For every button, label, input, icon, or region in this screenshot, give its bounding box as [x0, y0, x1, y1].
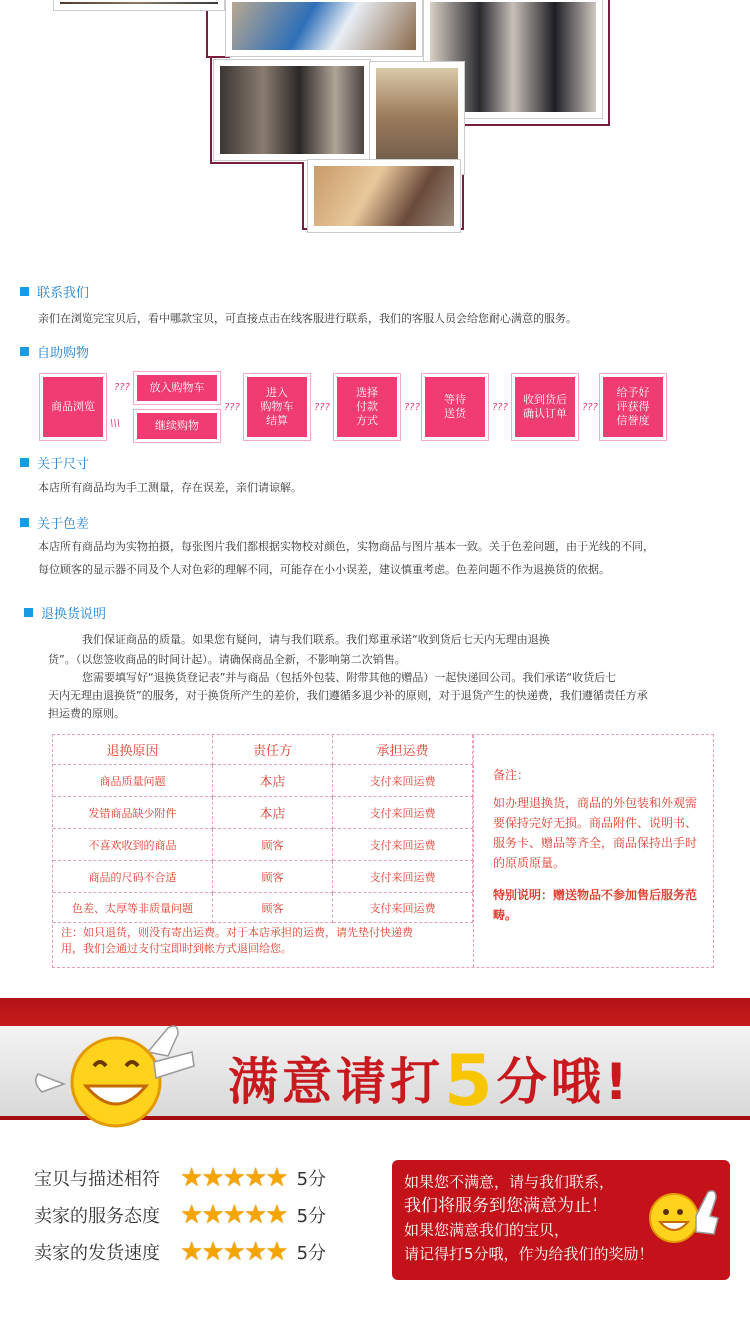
bullet-square-icon — [20, 458, 29, 467]
message-line3: 如果您满意我们的宝贝， — [404, 1221, 570, 1239]
collage-frame — [608, 0, 610, 126]
step-browse: 商品浏览 — [40, 374, 106, 440]
flow-arrow: ??? — [582, 402, 598, 413]
size-section-title — [20, 453, 89, 472]
rating-label: 卖家的发货速度 — [34, 1243, 160, 1264]
star-icon: ★ — [201, 1237, 225, 1267]
star-group — [180, 1237, 287, 1267]
collage-photo — [370, 62, 464, 174]
table-cell-reason: 不喜欢收到的商品 — [53, 829, 213, 861]
rating-label: 卖家的服务态度 — [34, 1206, 160, 1227]
star-icon: ★ — [222, 1237, 246, 1267]
color-title: 关于色差 — [37, 517, 90, 532]
step-checkout: 进入 购物车 结算 — [244, 374, 310, 440]
step-add-cart: 放入购物车 — [134, 372, 220, 404]
rating-label: 宝贝与描述相符 — [34, 1169, 160, 1190]
returns-section-title — [24, 603, 106, 622]
rating-row — [34, 1200, 326, 1230]
flow-arrow: ??? — [404, 402, 420, 413]
star-group — [180, 1200, 287, 1230]
table-cell-fee: 支付来回运费 — [333, 797, 473, 829]
returns-title: 退换货说明 — [41, 607, 107, 622]
bullet-square-icon — [24, 608, 33, 617]
bullet-square-icon — [20, 518, 29, 527]
table-cell-reason: 商品的尺码不合适 — [53, 861, 213, 893]
star-icon: ★ — [243, 1163, 268, 1193]
table-cell-party: 顾客 — [213, 829, 333, 861]
returns-p2-line2: 天内无理由退换货”的服务，对于换货所产生的差价，我们遵循多退少补的原则，对于退货产生的快递费，我们遵循责任方承 — [48, 689, 648, 702]
collage-frame — [210, 56, 212, 164]
smiley-thumbs-up-icon — [28, 1022, 218, 1132]
message-line4: 请记得打5分哦，作为给我们的奖励！ — [404, 1245, 654, 1263]
bullet-square-icon — [20, 347, 29, 356]
special-note: 特别说明：赠送物品不参加售后服务范畴。 — [493, 888, 698, 922]
returns-table — [52, 734, 714, 968]
table-cell-reason: 商品质量问题 — [53, 765, 213, 797]
step-wait: 等待 送货 — [422, 374, 488, 440]
color-text-line1: 本店所有商品均为实物拍摄，每张图片我们都根据实物校对颜色，实物商品与图片基本一致。关于色差问题，由于光线的不同， — [38, 540, 654, 553]
color-section-title — [20, 513, 89, 532]
table-cell-fee: 支付来回运费 — [333, 893, 473, 923]
table-note-line1: 注：如只退货，则没有寄出运费。对于本店承担的运费，请先垫付快递费 — [61, 926, 413, 939]
banner-five: 5 — [444, 1040, 497, 1122]
step-confirm: 收到货后 确认订单 — [512, 374, 578, 440]
banner-text-after: 分哦! — [496, 1053, 632, 1111]
remark-block — [493, 765, 703, 925]
star-icon: ★ — [222, 1200, 246, 1230]
rating-row — [34, 1237, 326, 1267]
returns-p2-line1: 您需要填写好“退换货登记表”并与商品（包括外包装、附带其他的赠品）一起快递回公司。我们承诺“收货后七 — [82, 671, 617, 684]
step-continue: 继续购物 — [134, 410, 220, 442]
star-icon: ★ — [201, 1200, 225, 1230]
star-icon: ★ — [180, 1163, 204, 1193]
flow-arrow: ??? — [114, 382, 130, 393]
table-cell-party: 本店 — [213, 765, 333, 797]
collage-frame — [210, 162, 304, 164]
smiley-thumbs-up-icon — [646, 1186, 722, 1246]
table-note — [61, 925, 471, 957]
star-icon: ★ — [180, 1200, 204, 1230]
table-cell-party: 本店 — [213, 797, 333, 829]
banner-text-before: 满意请打 — [228, 1053, 444, 1111]
table-cell-party: 顾客 — [213, 893, 333, 923]
star-icon: ★ — [180, 1237, 204, 1267]
table-header: 退换原因 — [53, 735, 213, 765]
collage-photo — [54, 0, 224, 10]
table-note-line2: 用，我们会通过支付宝即时到帐方式退回给您。 — [61, 942, 292, 955]
table-cell-reason: 发错商品缺少附件 — [53, 797, 213, 829]
rating-score: 5分 — [296, 1169, 327, 1190]
flow-arrow: ??? — [314, 402, 330, 413]
contact-text: 亲们在浏览完宝贝后，看中哪款宝贝，可直接点击在线客服进行联系，我们的客服人员会给您耐心满意的服务。 — [38, 312, 577, 325]
table-cell-fee: 支付来回运费 — [333, 861, 473, 893]
flow-arrow: ??? — [492, 402, 508, 413]
step-review: 给予好 评获得 信誉度 — [600, 374, 666, 440]
collage-photo — [214, 60, 370, 160]
returns-p2-line3: 担运费的原则。 — [48, 707, 125, 720]
bullet-square-icon — [20, 287, 29, 296]
returns-p1-line1: 我们保证商品的质量。如果您有疑问，请与我们联系。我们郑重承诺“收到货后七天内无理由退换 — [82, 633, 550, 646]
flow-arrow-back: \\\ — [110, 418, 121, 429]
collage-frame — [302, 162, 304, 230]
self-shop-title: 自助购物 — [37, 346, 90, 361]
star-icon: ★ — [243, 1200, 268, 1230]
star-group — [180, 1163, 287, 1193]
collage-photo — [226, 0, 422, 56]
table-header: 承担运费 — [333, 735, 473, 765]
size-text: 本店所有商品均为手工测量，存在误差，亲们请谅解。 — [38, 481, 302, 494]
star-icon: ★ — [265, 1163, 289, 1193]
message-line1: 如果您不满意，请与我们联系， — [404, 1173, 615, 1191]
star-icon: ★ — [201, 1163, 225, 1193]
table-divider — [473, 735, 474, 967]
rating-row — [34, 1163, 326, 1193]
remark-title: 备注： — [493, 768, 530, 782]
flow-arrow: ??? — [224, 402, 240, 413]
contact-title: 联系我们 — [37, 286, 90, 301]
rating-score: 5分 — [296, 1243, 327, 1264]
collage-frame — [464, 124, 610, 126]
returns-p1-line2: 货”。（以您签收商品的时间计起）。请确保商品全新，不影响第二次销售。 — [48, 653, 406, 666]
self-shop-section-title — [20, 342, 89, 361]
team-photo-collage — [0, 0, 750, 262]
star-icon: ★ — [265, 1237, 289, 1267]
star-icon: ★ — [265, 1200, 289, 1230]
banner-headline — [228, 1040, 632, 1122]
table-cell-reason: 色差、太厚等非质量问题 — [53, 893, 213, 923]
step-pay: 选择 付款 方式 — [334, 374, 400, 440]
star-icon: ★ — [243, 1237, 268, 1267]
table-header: 责任方 — [213, 735, 333, 765]
table-cell-party: 顾客 — [213, 861, 333, 893]
table-cell-fee: 支付来回运费 — [333, 765, 473, 797]
size-title: 关于尺寸 — [37, 457, 90, 472]
table-cell-fee: 支付来回运费 — [333, 829, 473, 861]
color-text-line2: 每位顾客的显示器不同及个人对色彩的理解不同，可能存在小小误差，建议慎重考虑。色差问题不作为退换货的依据。 — [38, 563, 610, 576]
collage-photo — [308, 160, 460, 232]
message-line2: 我们将服务到您满意为止！ — [404, 1196, 608, 1216]
contact-section-title — [20, 282, 89, 301]
star-icon: ★ — [222, 1163, 246, 1193]
remark-text: 如办理退换货，商品的外包装和外观需要保持完好无损。商品附件、说明书、服务卡、赠品等齐全，商品保持出手时的原质原量。 — [493, 796, 698, 870]
rating-score: 5分 — [296, 1206, 327, 1227]
